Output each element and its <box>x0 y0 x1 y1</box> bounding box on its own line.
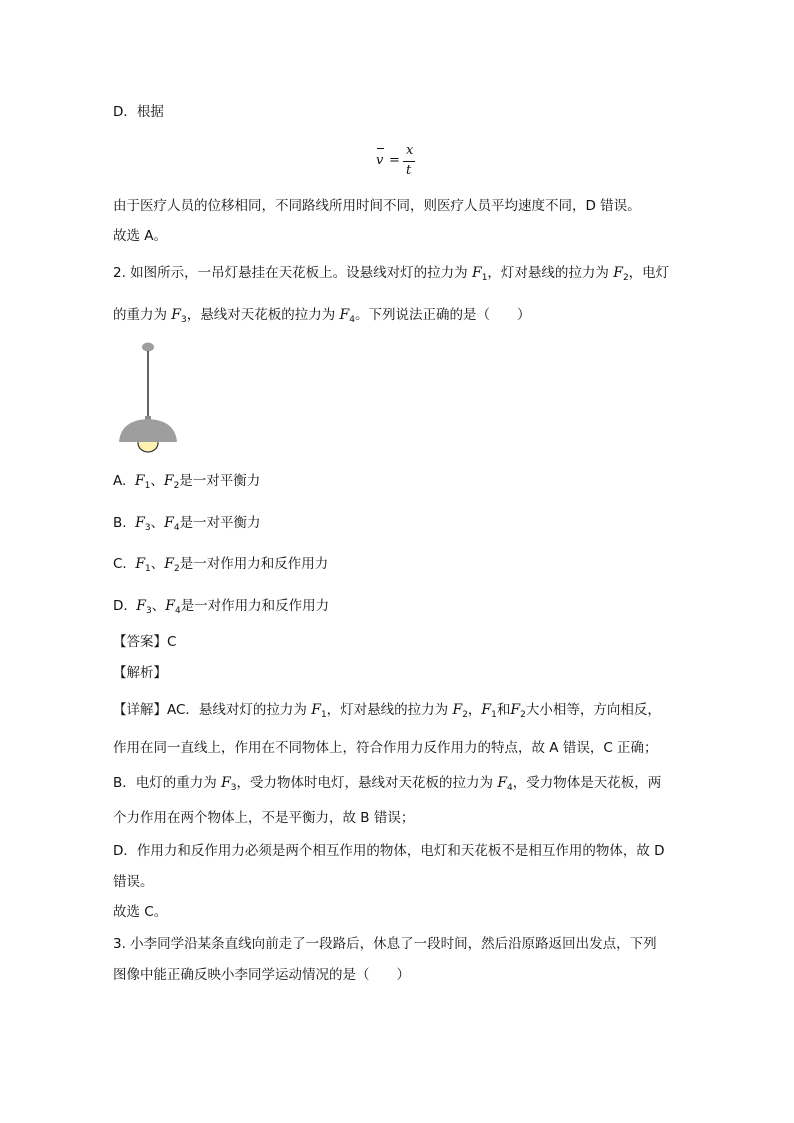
q2-stem-line2 <box>113 305 531 330</box>
force-symbol: F <box>339 307 350 323</box>
fraction-line <box>403 161 415 162</box>
prev-d-explanation: 由于医疗人员的位移相同，不同路线所用时间不同，则医疗人员平均速度不同，D 错误。 <box>113 198 641 214</box>
subscript: 2 <box>173 481 180 491</box>
q2-text: ，悬线对天花板的拉力为 <box>186 307 340 323</box>
separator: 、 <box>150 515 165 531</box>
mean-bar <box>377 148 384 149</box>
subscript: 2 <box>173 564 180 574</box>
subscript: 4 <box>173 523 180 533</box>
force-symbol: F <box>165 598 175 614</box>
q2-text: ，灯对悬线的拉力为 <box>487 265 614 281</box>
force-symbol: F <box>134 473 145 489</box>
subscript: 4 <box>507 783 513 793</box>
subscript: 1 <box>320 710 327 720</box>
force-symbol: F <box>510 702 521 718</box>
subscript: 2 <box>462 710 468 720</box>
option-text: 是一对作用力和反作用力 <box>179 556 329 572</box>
answer-line <box>113 632 176 652</box>
force-symbol: F <box>613 265 623 281</box>
subscript: 3 <box>230 783 237 793</box>
separator: 、 <box>151 598 166 614</box>
option-letter: C. <box>113 556 127 572</box>
subscript: 3 <box>146 606 152 616</box>
force-symbol: F <box>136 598 146 614</box>
prev-d-intro: D．根据 <box>113 104 164 120</box>
detail-line2: 作用在同一直线上，作用在不同物体上，符合作用力反作用力的特点，故 A 错误，C 正确； <box>113 740 658 756</box>
q3-stem-line2: 图像中能正确反映小李同学运动情况的是（ ） <box>113 967 410 983</box>
subscript: 1 <box>491 710 497 720</box>
subscript: 1 <box>481 273 488 283</box>
average-velocity-formula <box>372 144 432 180</box>
answer-label: 【答案】 <box>113 634 167 650</box>
subscript: 1 <box>144 481 151 491</box>
formula-equals: = <box>389 153 400 168</box>
separator: 、 <box>150 556 165 572</box>
force-symbol: F <box>221 775 231 791</box>
option-letter: B. <box>113 515 127 531</box>
subscript: 4 <box>349 315 355 325</box>
force-symbol: F <box>471 265 482 281</box>
detail-text: ， <box>467 702 482 718</box>
option-c[interactable] <box>113 554 328 579</box>
force-symbol: F <box>135 515 145 531</box>
analysis-label: 【解析】 <box>113 665 167 681</box>
force-symbol: F <box>163 473 174 489</box>
detail-line3 <box>113 773 661 798</box>
option-a[interactable] <box>113 471 260 496</box>
force-symbol: F <box>135 556 146 572</box>
option-text: 是一对平衡力 <box>179 473 261 489</box>
q2-text: ，电灯 <box>628 265 670 281</box>
detail-text: 【详解】AC．悬线对灯的拉力为 <box>113 702 312 718</box>
detail-text: 大小相等，方向相反， <box>525 702 661 718</box>
separator: 、 <box>150 473 164 489</box>
q2-text: 的重力为 <box>113 307 172 323</box>
detail-text: B．电灯的重力为 <box>113 775 222 791</box>
option-d[interactable] <box>113 596 329 621</box>
detail-line4: 个力作用在两个物体上，不是平衡力，故 B 错误； <box>113 810 415 826</box>
detail-text: ，受力物体是天花板，两 <box>512 775 662 791</box>
subscript: 3 <box>181 315 187 325</box>
prev-conclusion: 故选 A。 <box>113 228 168 244</box>
hanging-lamp-illustration <box>113 340 183 455</box>
ceiling-mount <box>142 343 154 352</box>
force-symbol: F <box>452 702 463 718</box>
option-text: 是一对作用力和反作用力 <box>180 598 330 614</box>
detail-line1 <box>113 700 661 725</box>
formula-numerator: x <box>406 143 414 158</box>
answer-value: C <box>167 634 177 650</box>
formula-lhs: v <box>376 153 384 168</box>
force-symbol: F <box>481 702 492 718</box>
subscript: 2 <box>520 710 526 720</box>
subscript: 3 <box>144 523 151 533</box>
detail-text: ，灯对悬线的拉力为 <box>326 702 453 718</box>
q3-stem-line1: 3. 小李同学沿某条直线向前走了一段路后，休息了一段时间，然后沿原路返回出发点，下列 <box>113 936 657 952</box>
lamp-shade <box>119 419 177 442</box>
detail-text: 和 <box>496 702 511 718</box>
formula-denominator: t <box>406 163 412 178</box>
force-symbol: F <box>164 556 174 572</box>
option-letter: A. <box>113 473 127 489</box>
option-text: 是一对平衡力 <box>179 515 261 531</box>
force-symbol: F <box>311 702 321 718</box>
q2-stem-line1 <box>113 263 669 288</box>
detail-line5: D．作用力和反作用力必须是两个相互作用的物体，电灯和天花板不是相互作用的物体，故 D <box>113 843 665 859</box>
force-symbol: F <box>164 515 174 531</box>
q2-text: 。下列说法正确的是（ ） <box>355 307 531 323</box>
force-symbol: F <box>171 307 182 323</box>
option-b[interactable] <box>113 513 261 538</box>
q2-text: 2. 如图所示，一吊灯悬挂在天花板上。设悬线对灯的拉力为 <box>113 265 472 281</box>
detail-text: ，受力物体时电灯，悬线对天花板的拉力为 <box>236 775 498 791</box>
detail-line6: 错误。 <box>113 874 154 890</box>
subscript: 4 <box>174 606 181 616</box>
force-symbol: F <box>497 775 508 791</box>
subscript: 1 <box>145 564 151 574</box>
option-letter: D. <box>113 598 128 614</box>
q2-conclusion: 故选 C。 <box>113 904 168 920</box>
subscript: 2 <box>622 273 629 283</box>
